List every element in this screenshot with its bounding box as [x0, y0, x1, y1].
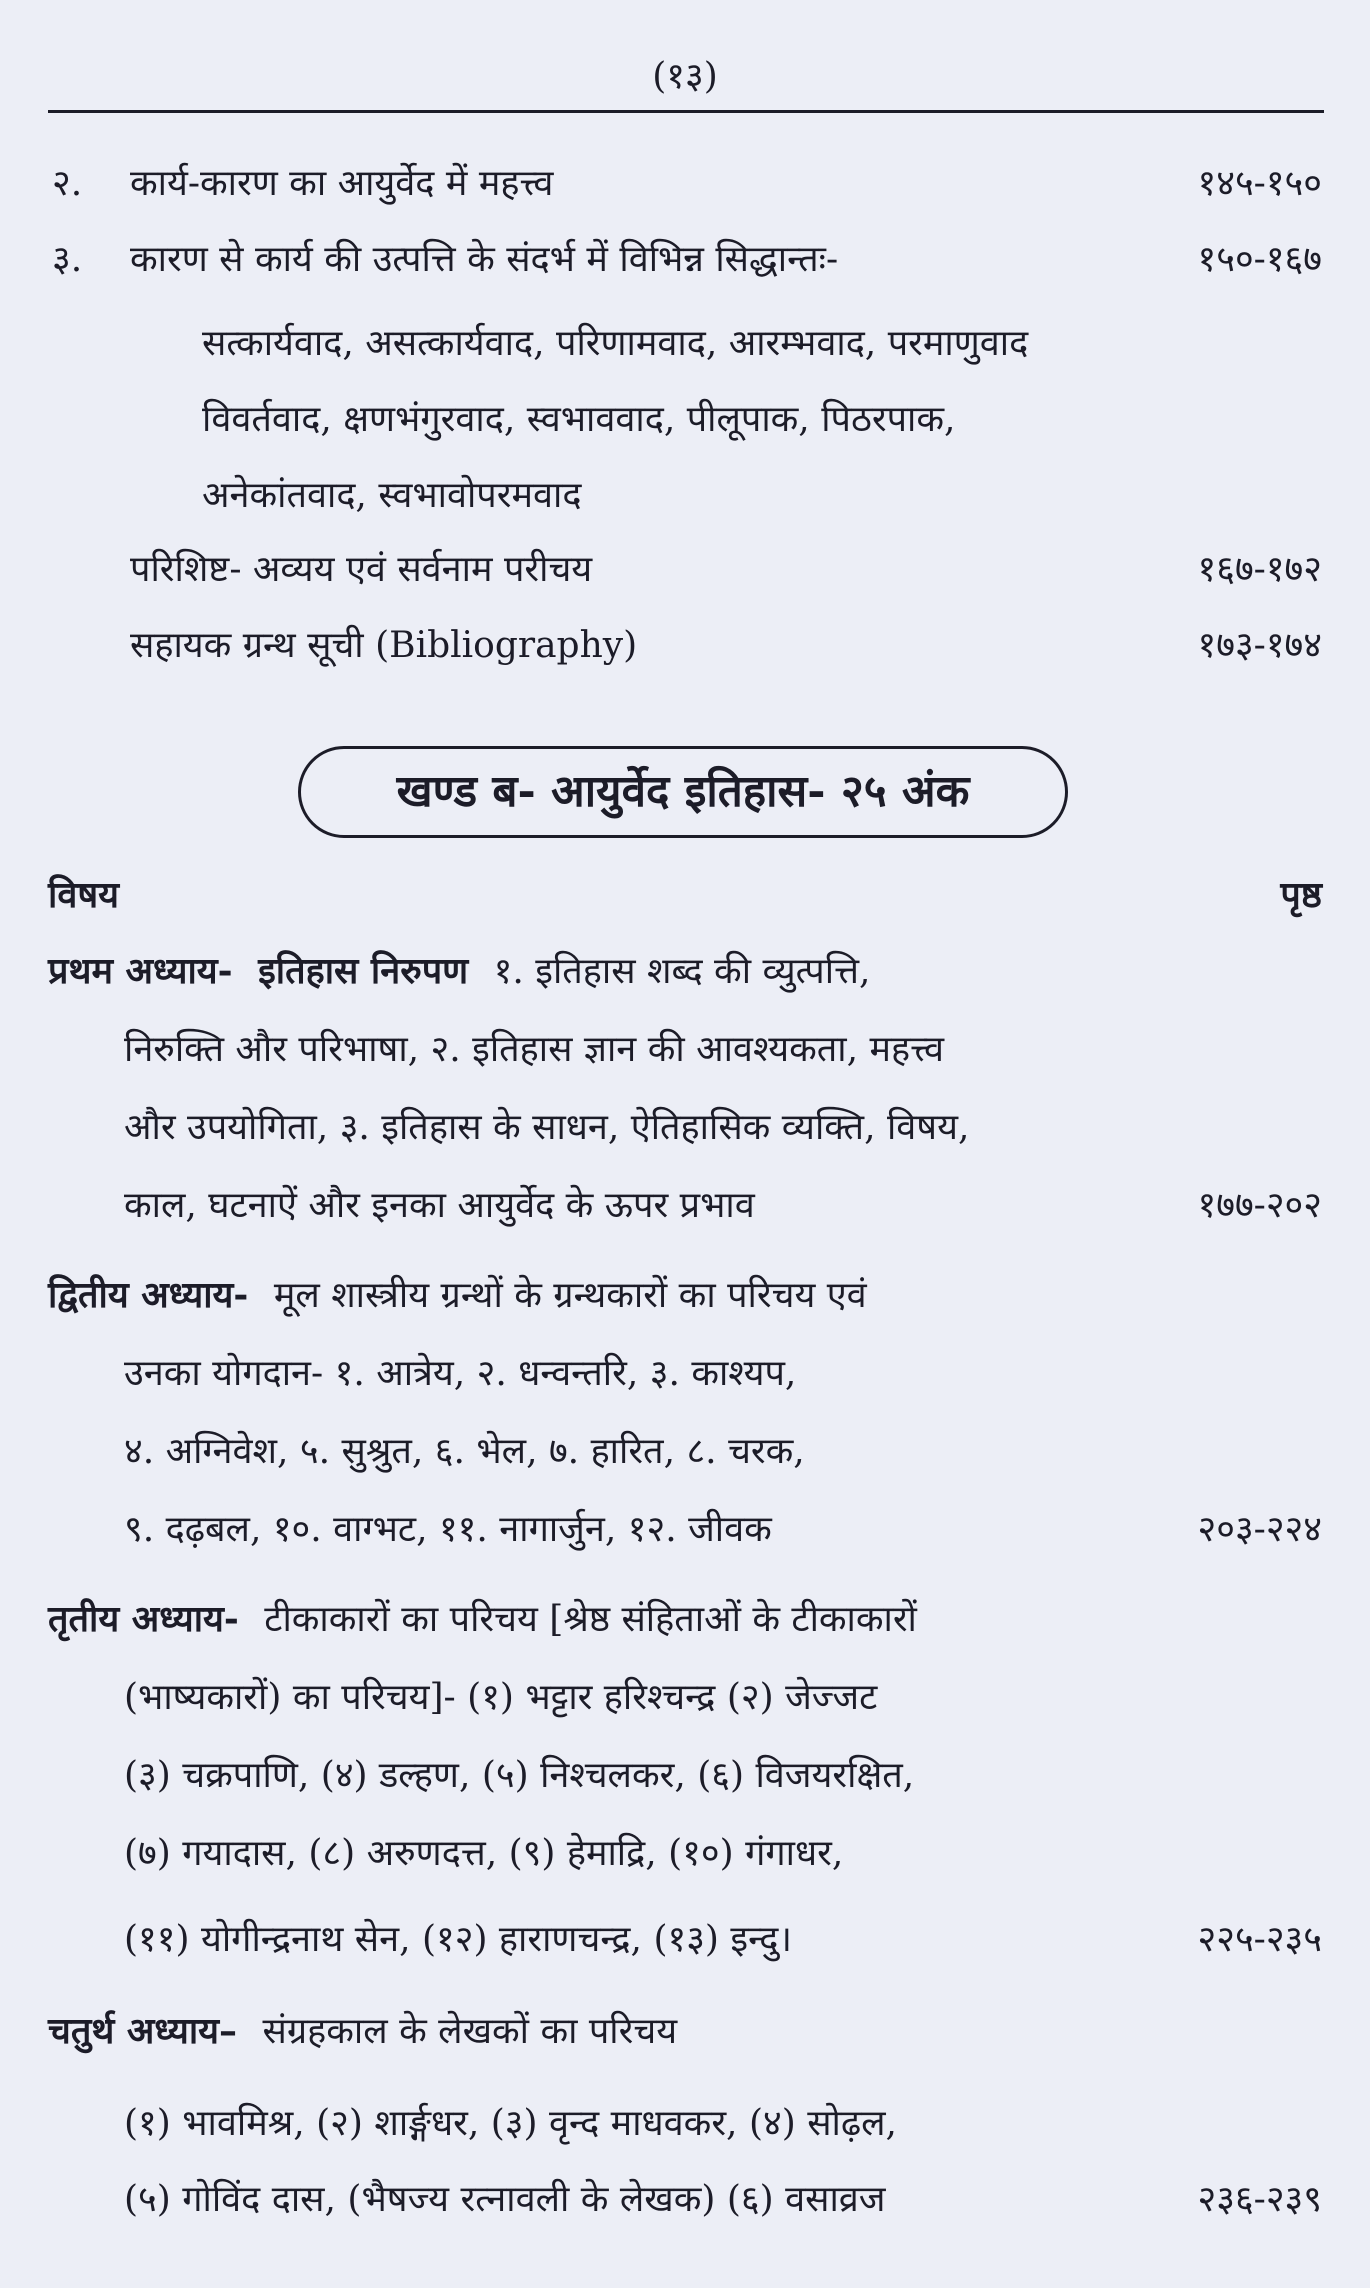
chapter-line: (५) गोविंद दास, (भैषज्य रत्नावली के लेखक) (६) वसाव्रज — [124, 2179, 886, 2220]
entry-pages: १५०-१६७ — [1197, 239, 1322, 280]
chapter-line: संग्रहकाल के लेखकों का परिचय — [262, 2011, 678, 2052]
sub-line: सत्कार्यवाद, असत्कार्यवाद, परिणामवाद, आरम्भवाद, परमाणुवाद — [202, 323, 1029, 364]
entry-text: सहायक ग्रन्थ सूची (Bibliography) — [130, 625, 638, 666]
chapter-line: (१) भावमिश्र, (२) शार्ङ्गधर, (३) वृन्द माधवकर, (४) सोढ़ल, — [124, 2103, 897, 2144]
sub-line: अनेकांतवाद, स्वभावोपरमवाद — [202, 475, 582, 516]
chapter-title: द्वितीय अध्याय- — [48, 1274, 249, 1316]
entry-text: कारण से कार्य की उत्पत्ति के संदर्भ में विभिन्न सिद्धान्तः- — [130, 239, 839, 280]
chapter-1 — [48, 950, 870, 993]
chapter-title: चतुर्थ अध्याय– — [48, 2010, 238, 2052]
chapter-pages: २२५-२३५ — [1197, 1919, 1322, 1960]
chapter-pages: २०३-२२४ — [1197, 1509, 1322, 1550]
section-heading: खण्ड ब- आयुर्वेद इतिहास- २५ अंक — [298, 746, 1068, 838]
entry-pages: १७३-१७४ — [1197, 625, 1322, 666]
chapter-line: १. इतिहास शब्द की व्युत्पत्ति, — [493, 951, 871, 992]
chapter-3 — [48, 1598, 917, 1641]
chapter-pages: २३६-२३९ — [1197, 2179, 1322, 2220]
chapter-line: उनका योगदान- १. आत्रेय, २. धन्वन्तरि, ३. काश्यप, — [124, 1353, 797, 1394]
header-rule — [48, 110, 1324, 113]
chapter-line: और उपयोगिता, ३. इतिहास के साधन, ऐतिहासिक व्यक्ति, विषय, — [124, 1107, 970, 1148]
column-header-subject: विषय — [48, 874, 120, 916]
page-number: (१३) — [652, 56, 718, 97]
column-header-page: पृष्ठ — [1280, 874, 1322, 916]
chapter-line: (७) गयादास, (८) अरुणदत्त, (९) हेमाद्रि, (१०) गंगाधर, — [124, 1833, 844, 1874]
chapter-line: (३) चक्रपाणि, (४) डल्हण, (५) निश्चलकर, (६) विजयरक्षित, — [124, 1755, 915, 1796]
entry-text: परिशिष्ट- अव्यय एवं सर्वनाम परीचय — [130, 549, 593, 590]
chapter-line: (११) योगीन्द्रनाथ सेन, (१२) हाराणचन्द्र, (१३) इन्दु। — [124, 1919, 792, 1960]
chapter-line: मूल शास्त्रीय ग्रन्थों के ग्रन्थकारों का परिचय एवं — [273, 1275, 867, 1316]
chapter-line: टीकाकारों का परिचय [श्रेष्ठ संहिताओं के टीकाकारों — [264, 1599, 917, 1640]
chapter-4 — [48, 2010, 677, 2053]
chapter-title: तृतीय अध्याय- — [48, 1598, 239, 1640]
entry-text: कार्य-कारण का आयुर्वेद में महत्त्व — [130, 163, 554, 204]
chapter-line: ४. अग्निवेश, ५. सुश्रुत, ६. भेल, ७. हारित, ८. चरक, — [124, 1431, 805, 1472]
entry-pages: १४५-१५० — [1197, 163, 1322, 204]
entry-pages: १६७-१७२ — [1197, 549, 1322, 590]
chapter-title: प्रथम अध्याय- — [48, 950, 233, 992]
sub-line: विवर्तवाद, क्षणभंगुरवाद, स्वभाववाद, पीलूपाक, पिठरपाक, — [202, 399, 956, 440]
chapter-subtitle: इतिहास निरुपण — [258, 950, 469, 992]
chapter-2 — [48, 1274, 867, 1317]
chapter-line: (भाष्यकारों) का परिचय]- (१) भट्टार हरिश्चन्द्र (२) जेज्जट — [124, 1677, 878, 1718]
chapter-line: काल, घटनाऐं और इनका आयुर्वेद के ऊपर प्रभाव — [124, 1185, 755, 1226]
chapter-line: निरुक्ति और परिभाषा, २. इतिहास ज्ञान की आवश्यकता, महत्त्व — [124, 1029, 945, 1070]
chapter-pages: १७७-२०२ — [1197, 1185, 1322, 1226]
entry-number: २. — [52, 163, 83, 204]
entry-number: ३. — [52, 239, 83, 280]
chapter-line: ९. दढ़बल, १०. वाग्भट, ११. नागार्जुन, १२. जीवक — [124, 1509, 772, 1550]
